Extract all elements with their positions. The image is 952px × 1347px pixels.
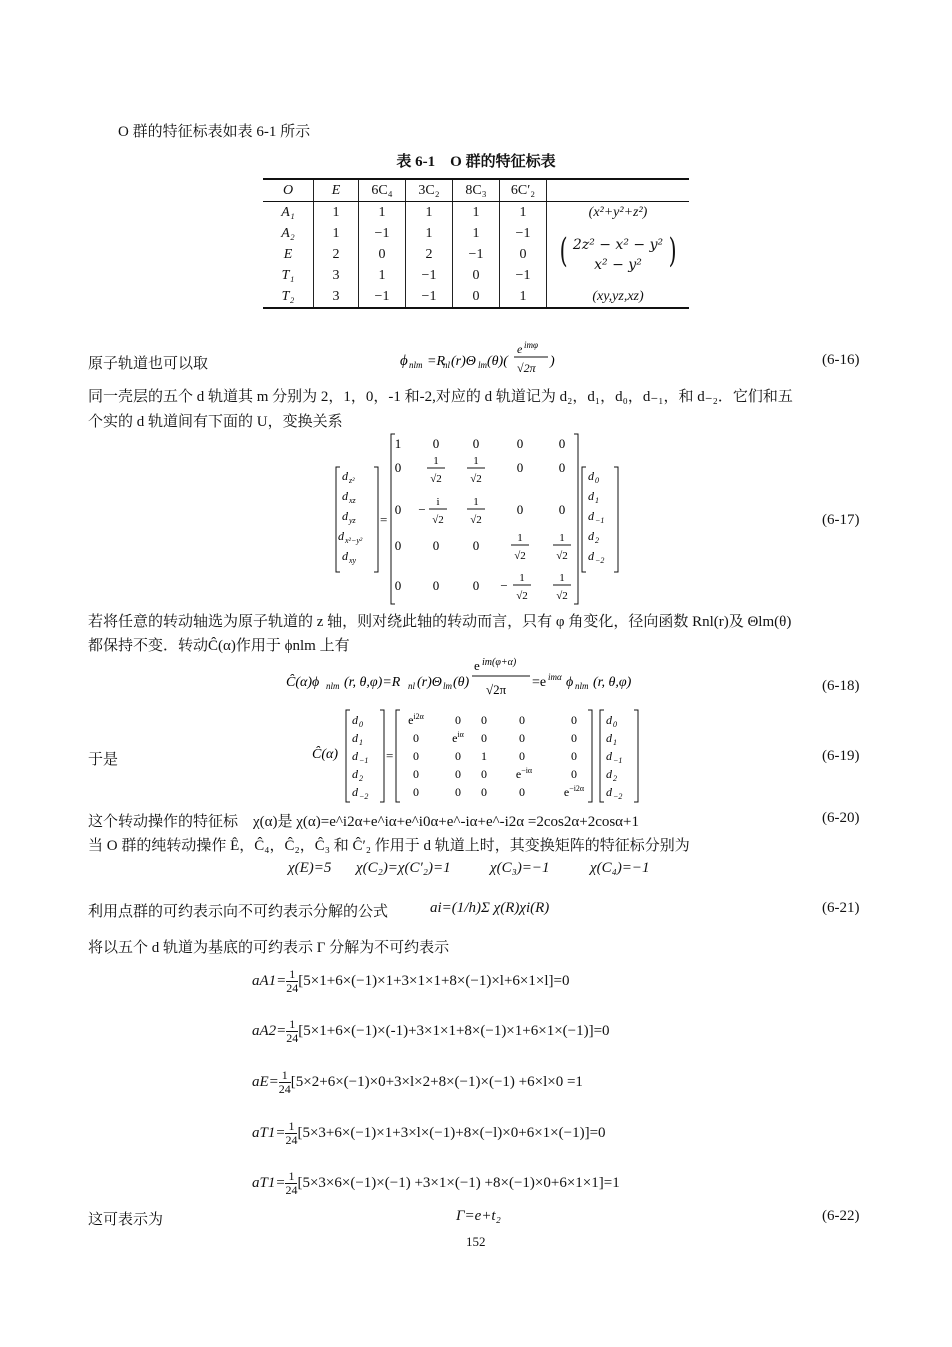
character-value: χ(C₃)=−1 — [490, 860, 550, 876]
svg-text:d: d — [588, 509, 594, 523]
svg-text:0: 0 — [481, 713, 487, 727]
equation-6-16 — [400, 340, 600, 385]
svg-text:i: i — [436, 496, 440, 508]
decomposition-rhs: [5×3+6×(−1)×1+3×l×(−1)+8×(−l)×0+6×1×(−1)]=0 — [297, 1124, 606, 1141]
svg-text:−2: −2 — [359, 792, 369, 801]
table-cell: T₂ — [263, 286, 314, 308]
decomposition-lhs: aT1= — [252, 1124, 286, 1141]
svg-text:d: d — [342, 509, 348, 523]
paragraph-text: 都保持不变．转动Ĉ(α)作用于 ϕnlm 上有 — [88, 638, 350, 654]
svg-text:0: 0 — [516, 460, 524, 475]
table-cell: 1 — [500, 202, 547, 224]
equation-6-22: Γ=e+t₂ — [456, 1208, 501, 1224]
svg-text:2: 2 — [359, 774, 363, 783]
svg-text:nlm: nlm — [409, 360, 423, 370]
fraction-numerator: 1 — [286, 968, 298, 982]
table-cell: 2 — [406, 244, 453, 265]
svg-text:√2: √2 — [432, 514, 444, 526]
svg-text:2: 2 — [595, 536, 599, 545]
table-cell: A₁ — [281, 204, 295, 220]
table-cell: −1 — [453, 244, 500, 265]
table-cell: 3 — [314, 286, 359, 308]
decomposition-lhs: aA2= — [252, 1022, 287, 1039]
svg-text:1: 1 — [394, 436, 402, 451]
table-cell: A₂ — [281, 225, 295, 241]
svg-text:0: 0 — [516, 436, 524, 451]
svg-text:im(φ+α): im(φ+α) — [482, 657, 517, 668]
table-header-cell: 6C₄ — [359, 179, 406, 202]
equation-number: (6-20) — [822, 810, 860, 826]
paragraph-text: 当 O 群的纯转动操作 Ê，Ĉ₄，Ĉ₂，Ĉ₃ 和 Ĉ′₂ 作用于 d 轨道上时，其变换矩阵的特征标分别为 — [88, 838, 690, 854]
table-cell: −1 — [500, 223, 547, 244]
decomposition-lhs: aE= — [252, 1073, 279, 1090]
svg-text:0: 0 — [558, 460, 566, 475]
svg-text:e−iα: $e^{-i\alpha}$ — [515, 766, 533, 781]
svg-text:0: 0 — [481, 785, 487, 799]
table-cell: (x²+y²+z²) — [547, 202, 690, 224]
table-cell: 1 — [406, 223, 453, 244]
svg-text:−: − — [500, 578, 508, 593]
svg-text:d: d — [352, 731, 358, 745]
svg-text:0: 0 — [519, 713, 525, 727]
equation-number: (6-17) — [822, 512, 860, 528]
svg-text:1: 1 — [433, 455, 439, 467]
svg-text:0: 0 — [432, 538, 440, 553]
table-cell: 1 — [453, 202, 500, 224]
svg-text:eiα: $e^{i\alpha}$ — [452, 730, 464, 745]
table-cell: 1 — [314, 202, 359, 224]
table-cell: 1 — [406, 202, 453, 224]
svg-text:0: 0 — [413, 767, 419, 781]
svg-text:0: 0 — [455, 767, 461, 781]
equation-number: (6-21) — [822, 900, 860, 916]
table-cell: 1 — [500, 286, 547, 308]
svg-text:(r)Θ: (r)Θ — [417, 675, 442, 690]
svg-text:=R: =R — [427, 354, 445, 369]
svg-text:(θ): (θ) — [453, 675, 470, 690]
table-header-cell — [547, 179, 690, 202]
table-cell: 1 — [453, 223, 500, 244]
table-cell: 0 — [359, 244, 406, 265]
svg-text:xz: xz — [349, 496, 356, 505]
svg-text:d: d — [606, 731, 612, 745]
table-cell: −1 — [500, 265, 547, 286]
svg-text:√2π: √2π — [486, 682, 507, 697]
table-row — [263, 286, 689, 308]
equation-number: (6-19) — [822, 748, 860, 764]
svg-text:0: 0 — [481, 731, 487, 745]
table-cell: −1 — [406, 286, 453, 308]
table-header-cell: E — [314, 179, 359, 202]
svg-text:0: 0 — [455, 785, 461, 799]
basis-e-bottom: x² − y² — [594, 256, 642, 273]
character-value: χ(C₄)=−1 — [590, 860, 650, 876]
svg-text:d: d — [606, 749, 612, 763]
paragraph-text: 利用点群的可约表示向不可约表示分解的公式 — [88, 904, 389, 920]
svg-text:0: 0 — [558, 502, 566, 517]
equation-6-21: ai=(1/h)Σ χ(R)χi(R) — [430, 900, 550, 916]
fraction-numerator: 1 — [285, 1170, 297, 1184]
svg-text:−1: −1 — [595, 516, 605, 525]
svg-text:d: d — [588, 549, 594, 563]
svg-text:1: 1 — [559, 532, 565, 544]
svg-text:0: 0 — [394, 538, 402, 553]
fraction-denominator: 24 — [285, 1183, 298, 1197]
equation-number: (6-16) — [822, 352, 860, 368]
paragraph-label: 原子轨道也可以取 — [88, 356, 209, 372]
svg-text:lm: lm — [443, 681, 452, 691]
table-cell: E — [283, 246, 293, 262]
svg-text:0: 0 — [472, 578, 480, 593]
decomposition-line — [252, 1120, 606, 1147]
decomposition-line — [252, 1069, 583, 1096]
svg-text:0: 0 — [472, 436, 480, 451]
svg-text:0: 0 — [519, 749, 525, 763]
svg-text:0: 0 — [571, 749, 577, 763]
svg-text:−: − — [418, 502, 426, 517]
svg-text:0: 0 — [394, 578, 402, 593]
svg-text:d: d — [342, 549, 348, 563]
equation-number: (6-18) — [822, 678, 860, 694]
equation-6-17-matrix — [334, 432, 634, 607]
svg-text:ϕ: ϕ — [566, 675, 574, 690]
svg-text:0: 0 — [455, 749, 461, 763]
svg-text:=e: =e — [532, 675, 547, 690]
table-row — [263, 202, 689, 224]
table-cell: 0 — [453, 265, 500, 286]
paragraph-label: 这可表示为 — [88, 1212, 164, 1228]
svg-text:(r, θ,φ): (r, θ,φ) — [593, 675, 632, 690]
fraction — [286, 1018, 298, 1045]
decomposition-line — [252, 1018, 610, 1045]
paragraph-text: 这个转动操作的特征标 χ(α)是 χ(α)=e^i2α+e^iα+e^i0α+e^-iα+e^-i2α =2cos2α+2cosα+1 — [88, 814, 640, 830]
svg-text:nl: nl — [443, 360, 451, 370]
table-cell: 1 — [359, 202, 406, 224]
fraction-denominator: 24 — [286, 1031, 299, 1045]
fraction — [285, 1170, 297, 1197]
svg-text:=: = — [380, 512, 388, 527]
svg-text:nl: nl — [408, 681, 416, 691]
svg-text:1: 1 — [559, 572, 565, 584]
paragraph-label: 于是 — [88, 752, 119, 768]
svg-text:xy: xy — [349, 556, 357, 565]
svg-text:0: 0 — [519, 731, 525, 745]
svg-text:d: d — [342, 469, 348, 483]
svg-text:(r, θ,φ)=R: (r, θ,φ)=R — [344, 675, 401, 690]
svg-text:d: d — [606, 713, 612, 727]
svg-text:(r)Θ: (r)Θ — [451, 354, 476, 369]
equation-6-16-graphic — [400, 340, 600, 380]
table-header-cell: O — [263, 179, 314, 202]
intro-text: O 群的特征标表如表 6-1 所示 — [118, 124, 311, 140]
svg-text:d: d — [342, 489, 348, 503]
svg-text:e: e — [474, 658, 480, 673]
svg-text:−2: −2 — [613, 792, 623, 801]
svg-text:0: 0 — [613, 720, 617, 729]
svg-text:d: d — [338, 529, 344, 543]
table-caption: 表 6-1 O 群的特征标表 — [396, 154, 556, 170]
table-cell: −1 — [406, 265, 453, 286]
svg-text:0: 0 — [413, 731, 419, 745]
svg-text:imφ: imφ — [524, 340, 538, 350]
svg-text:e: e — [517, 342, 523, 356]
svg-text:d: d — [352, 785, 358, 799]
svg-text:d: d — [588, 489, 594, 503]
svg-text:1: 1 — [613, 738, 617, 747]
svg-text:0: 0 — [481, 767, 487, 781]
table-cell: 2 — [314, 244, 359, 265]
table-cell: (xy,yz,xz) — [547, 286, 690, 308]
svg-text:0: 0 — [571, 767, 577, 781]
table-header-cell: 3C₂ — [406, 179, 453, 202]
table-header-cell: 6C′₂ — [500, 179, 547, 202]
paragraph-text: 同一壳层的五个 d 轨道其 m 分别为 2，1，0，-1 和-2,对应的 d 轨道记为 d₂，d₁，d₀，d₋₁，和 d₋₂．它们和五 — [88, 389, 793, 405]
svg-text:0: 0 — [571, 731, 577, 745]
fraction — [285, 1120, 297, 1147]
svg-text:): ) — [550, 354, 555, 369]
svg-text:x²−y²: x²−y² — [345, 536, 363, 545]
svg-text:d: d — [588, 529, 594, 543]
svg-text:ϕ: ϕ — [400, 353, 408, 369]
svg-text:d: d — [606, 785, 612, 799]
decomposition-line — [252, 1170, 620, 1197]
table-cell: T₁ — [281, 267, 295, 283]
svg-text:0: 0 — [571, 713, 577, 727]
svg-text:d: d — [352, 749, 358, 763]
svg-text:ei2α: $e^{i2\alpha}$ — [408, 712, 424, 727]
paragraph-text: 个实的 d 轨道间有下面的 U，变换关系 — [88, 414, 343, 430]
svg-text:√2: √2 — [430, 473, 442, 485]
svg-text:√2: √2 — [556, 550, 568, 562]
svg-text:yz: yz — [349, 516, 356, 525]
table-cell: 1 — [359, 265, 406, 286]
svg-text:0: 0 — [519, 785, 525, 799]
character-table — [263, 178, 689, 309]
svg-text:1: 1 — [359, 738, 363, 747]
table-cell: 3 — [314, 265, 359, 286]
svg-text:0: 0 — [432, 436, 440, 451]
svg-text:2: 2 — [613, 774, 617, 783]
svg-text:0: 0 — [455, 713, 461, 727]
svg-text:0: 0 — [432, 578, 440, 593]
svg-text:d: d — [352, 713, 358, 727]
character-value: χ(C₂)=χ(C′₂)=1 — [356, 860, 451, 876]
fraction — [279, 1069, 291, 1096]
fraction-denominator: 24 — [286, 981, 299, 995]
character-value: χ(E)=5 — [288, 860, 332, 876]
table-header-row — [263, 179, 689, 202]
svg-text:lm: lm — [478, 360, 487, 370]
svg-text:√2: √2 — [556, 590, 568, 602]
fraction-denominator: 24 — [278, 1082, 291, 1096]
paragraph-text: 若将任意的转动轴选为原子轨道的 z 轴，则对绕此轴的转动而言，只有 φ 角变化，径向函数 Rnl(r)及 Θlm(θ) — [88, 614, 792, 630]
equation-6-18 — [286, 656, 706, 704]
svg-text:1: 1 — [481, 749, 487, 763]
svg-text:−2: −2 — [595, 556, 605, 565]
svg-text:1: 1 — [517, 532, 523, 544]
table-cell: 1 — [314, 223, 359, 244]
svg-text:0: 0 — [394, 502, 402, 517]
decomposition-rhs: [5×1+6×(−1)×(-1)+3×1×1+8×(−1)×1+6×1×(−1)]=0 — [298, 1022, 610, 1039]
svg-text:z²: z² — [349, 476, 355, 485]
svg-text:0: 0 — [413, 749, 419, 763]
svg-text:1: 1 — [473, 455, 479, 467]
fraction-numerator: 1 — [286, 1018, 298, 1032]
svg-text:0: 0 — [394, 460, 402, 475]
svg-text:1: 1 — [595, 496, 599, 505]
svg-text:d: d — [352, 767, 358, 781]
svg-text:=: = — [386, 748, 394, 763]
svg-text:0: 0 — [359, 720, 363, 729]
equation-number: (6-22) — [822, 1208, 860, 1224]
decomposition-line — [252, 968, 569, 995]
table-header-cell: 8C₃ — [453, 179, 500, 202]
paragraph-text: 将以五个 d 轨道为基底的可约表示 Γ 分解为不可约表示 — [88, 940, 450, 956]
table-cell: −1 — [359, 286, 406, 308]
basis-e-top: 2z² − x² − y² — [572, 236, 664, 253]
svg-text:√2: √2 — [514, 550, 526, 562]
svg-text:√2: √2 — [470, 473, 482, 485]
svg-text:0: 0 — [472, 538, 480, 553]
svg-text:imα: imα — [548, 672, 562, 682]
svg-text:d: d — [606, 767, 612, 781]
svg-text:−1: −1 — [359, 756, 369, 765]
svg-text:nlm: nlm — [575, 681, 589, 691]
svg-text:√2π: √2π — [517, 361, 536, 375]
svg-text:Ĉ(α)ϕ: Ĉ(α)ϕ — [286, 675, 320, 690]
svg-text:√2: √2 — [470, 514, 482, 526]
svg-text:0: 0 — [558, 436, 566, 451]
svg-text:−1: −1 — [613, 756, 623, 765]
svg-text:Ĉ(α): Ĉ(α) — [312, 747, 339, 762]
table-row — [263, 223, 689, 244]
svg-text:0: 0 — [595, 476, 599, 485]
decomposition-rhs: [5×3×6×(−1)×(−1) +3×1×(−1) +8×(−1)×0+6×1×1]=1 — [297, 1174, 620, 1191]
page-number: 152 — [466, 1234, 486, 1249]
decomposition-rhs: [5×1+6×(−1)×1+3×1×1+8×(−1)×l+6×1×l]=0 — [298, 972, 570, 989]
svg-text:0: 0 — [516, 502, 524, 517]
decomposition-lhs: aT1= — [252, 1174, 286, 1191]
fraction-numerator: 1 — [279, 1069, 291, 1083]
equation-6-19-matrix — [312, 706, 652, 806]
svg-text:d: d — [588, 469, 594, 483]
table-cell-basis-e: ( 2z² − x² − y² x² − y² ) — [547, 223, 690, 286]
table-cell: 0 — [500, 244, 547, 265]
svg-text:1: 1 — [473, 496, 479, 508]
decomposition-rhs: [5×2+6×(−1)×0+3×l×2+8×(−1)×(−1) +6×l×0 =1 — [290, 1073, 583, 1090]
svg-text:0: 0 — [413, 785, 419, 799]
fraction-numerator: 1 — [285, 1120, 297, 1134]
table-cell: −1 — [359, 223, 406, 244]
table-cell: 0 — [453, 286, 500, 308]
svg-text:e−i2α: $e^{-i2\alpha}$ — [563, 784, 585, 799]
svg-text:(θ)(: (θ)( — [487, 354, 508, 369]
decomposition-lhs: aA1= — [252, 972, 287, 989]
fraction-denominator: 24 — [285, 1133, 298, 1147]
svg-text:1: 1 — [519, 572, 525, 584]
svg-text:nlm: nlm — [326, 681, 340, 691]
fraction — [286, 968, 298, 995]
svg-text:√2: √2 — [516, 590, 528, 602]
